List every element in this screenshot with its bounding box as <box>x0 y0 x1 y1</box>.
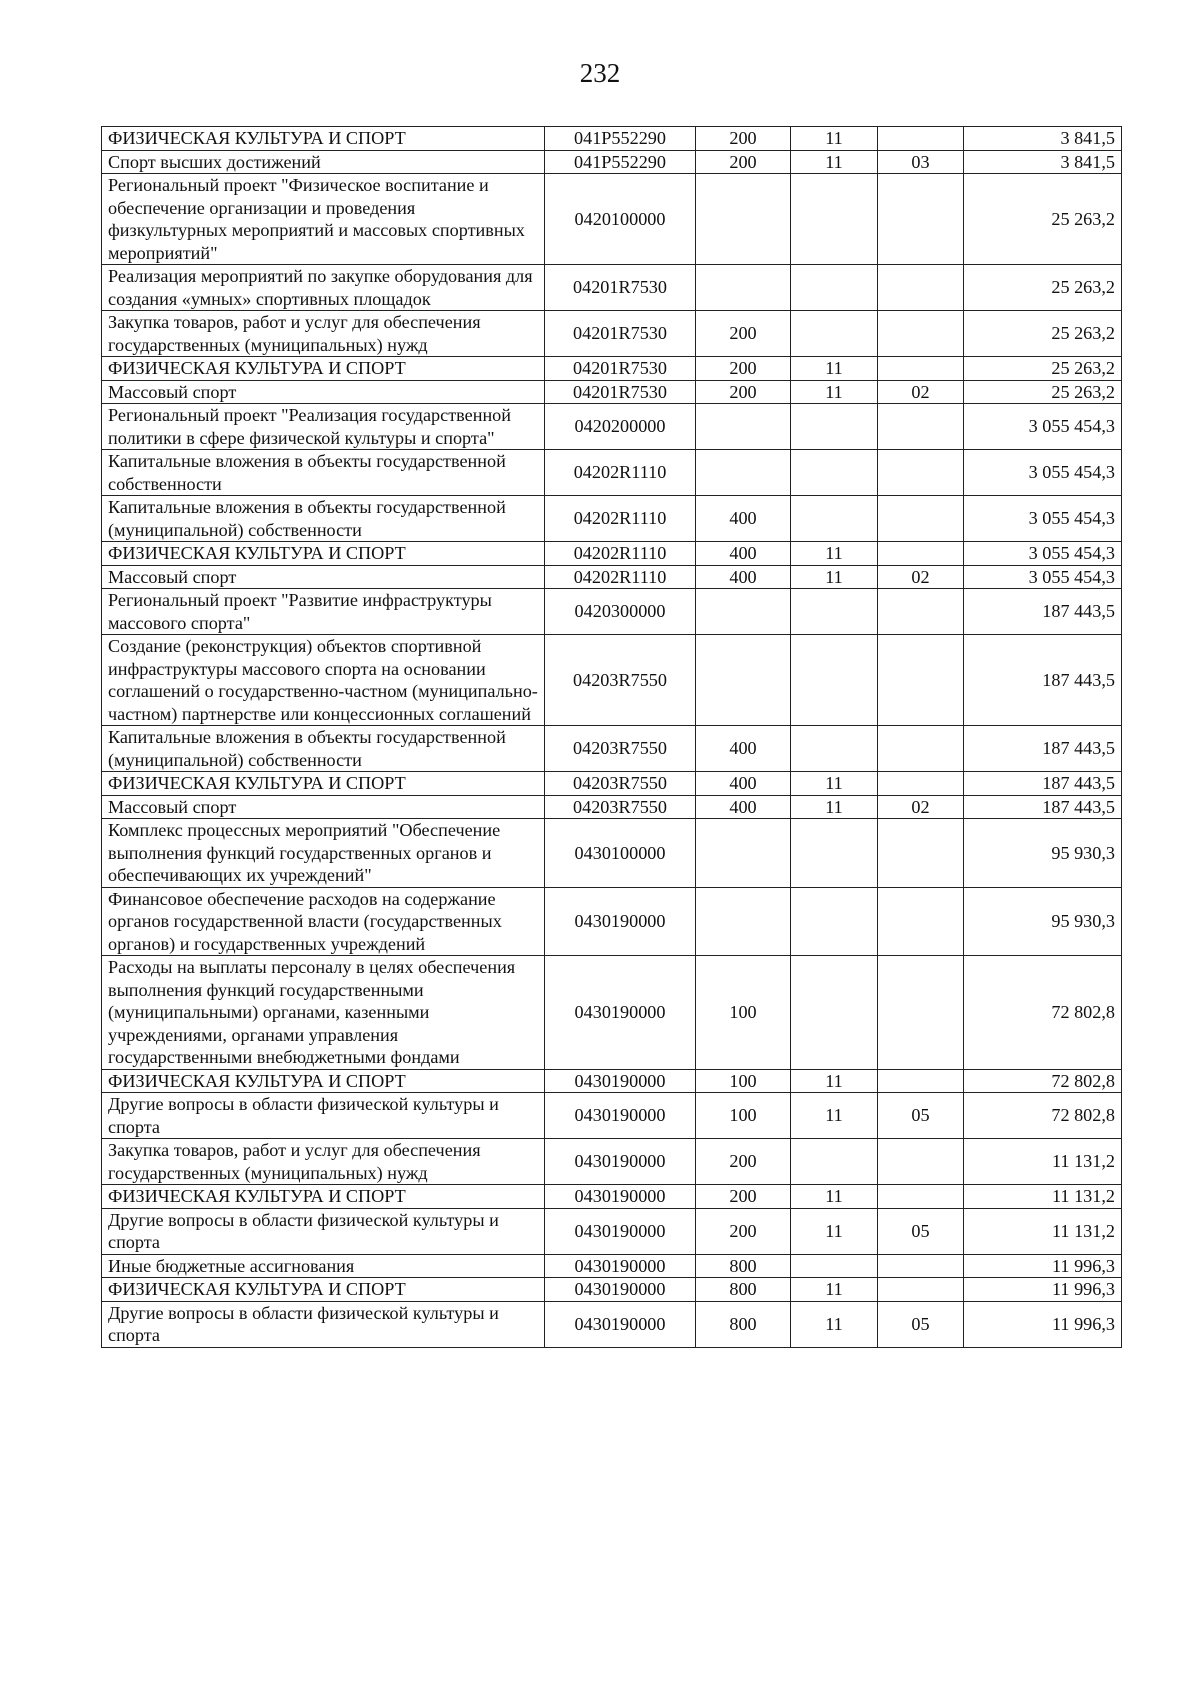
row-section: 11 <box>791 127 878 151</box>
row-type: 100 <box>696 1093 791 1139</box>
row-amount: 187 443,5 <box>964 772 1122 796</box>
row-amount: 11 131,2 <box>964 1139 1122 1185</box>
row-name: Закупка товаров, работ и услуг для обеспечения государственных (муниципальных) нужд <box>102 311 545 357</box>
row-code: 04202R1110 <box>545 496 696 542</box>
row-section <box>791 887 878 956</box>
row-name: Региональный проект "Физическое воспитание и обеспечение организации и проведения физкультурных мероприятий и массовых спортивных мероприятий" <box>102 174 545 265</box>
row-code: 04203R7550 <box>545 726 696 772</box>
row-code: 0430100000 <box>545 819 696 888</box>
row-name: Создание (реконструкция) объектов спортивной инфраструктуры массового спорта на основании соглашений о государственно-частном (муниципально-частном) партнерстве или концессионных соглашений <box>102 635 545 726</box>
row-subsection <box>878 635 964 726</box>
row-type: 200 <box>696 357 791 381</box>
row-section: 11 <box>791 1278 878 1302</box>
row-subsection <box>878 887 964 956</box>
row-subsection <box>878 174 964 265</box>
budget-table <box>101 126 1122 1348</box>
row-section <box>791 819 878 888</box>
row-type: 100 <box>696 956 791 1070</box>
row-type <box>696 589 791 635</box>
row-name: Массовый спорт <box>102 565 545 589</box>
row-code: 041P552290 <box>545 150 696 174</box>
row-amount: 3 055 454,3 <box>964 496 1122 542</box>
row-subsection <box>878 1139 964 1185</box>
row-type: 800 <box>696 1301 791 1347</box>
table-row <box>102 174 1122 265</box>
row-code: 04202R1110 <box>545 542 696 566</box>
row-name: Финансовое обеспечение расходов на содержание органов государственной власти (государственных органов) и государственных учреждений <box>102 887 545 956</box>
row-section: 11 <box>791 542 878 566</box>
row-type <box>696 635 791 726</box>
row-section: 11 <box>791 357 878 381</box>
row-type: 400 <box>696 542 791 566</box>
row-section <box>791 311 878 357</box>
row-section: 11 <box>791 1208 878 1254</box>
row-section <box>791 265 878 311</box>
row-subsection: 02 <box>878 795 964 819</box>
table-row <box>102 542 1122 566</box>
row-subsection <box>878 311 964 357</box>
row-amount: 187 443,5 <box>964 795 1122 819</box>
row-code: 04201R7530 <box>545 380 696 404</box>
table-row <box>102 956 1122 1070</box>
row-name: ФИЗИЧЕСКАЯ КУЛЬТУРА И СПОРТ <box>102 357 545 381</box>
row-code: 04201R7530 <box>545 265 696 311</box>
row-type <box>696 174 791 265</box>
row-section: 11 <box>791 1069 878 1093</box>
row-amount: 3 055 454,3 <box>964 565 1122 589</box>
row-type: 400 <box>696 565 791 589</box>
row-name: Массовый спорт <box>102 380 545 404</box>
table-row <box>102 819 1122 888</box>
row-name: Спорт высших достижений <box>102 150 545 174</box>
row-amount: 72 802,8 <box>964 1069 1122 1093</box>
row-amount: 3 055 454,3 <box>964 542 1122 566</box>
row-name: Региональный проект "Развитие инфраструктуры массового спорта" <box>102 589 545 635</box>
row-code: 0430190000 <box>545 1093 696 1139</box>
row-amount: 25 263,2 <box>964 380 1122 404</box>
row-subsection <box>878 265 964 311</box>
table-row <box>102 1069 1122 1093</box>
row-name: Расходы на выплаты персоналу в целях обеспечения выполнения функций государственными (муниципальными) органами, казенными учреждениями, органами управления государственными внебюджетными фондами <box>102 956 545 1070</box>
row-amount: 11 131,2 <box>964 1208 1122 1254</box>
table-row <box>102 772 1122 796</box>
row-name: Капитальные вложения в объекты государственной собственности <box>102 450 545 496</box>
row-name: ФИЗИЧЕСКАЯ КУЛЬТУРА И СПОРТ <box>102 127 545 151</box>
row-section <box>791 589 878 635</box>
row-subsection <box>878 819 964 888</box>
table-row <box>102 150 1122 174</box>
row-type <box>696 404 791 450</box>
row-code: 04201R7530 <box>545 311 696 357</box>
row-name: Иные бюджетные ассигнования <box>102 1254 545 1278</box>
row-type: 800 <box>696 1254 791 1278</box>
row-type <box>696 265 791 311</box>
row-amount: 3 841,5 <box>964 150 1122 174</box>
row-code: 04202R1110 <box>545 565 696 589</box>
row-amount: 187 443,5 <box>964 635 1122 726</box>
table-row <box>102 1208 1122 1254</box>
row-section <box>791 726 878 772</box>
row-amount: 95 930,3 <box>964 819 1122 888</box>
row-code: 04201R7530 <box>545 357 696 381</box>
page-number: 232 <box>579 58 621 88</box>
row-code: 0430190000 <box>545 1208 696 1254</box>
row-type: 200 <box>696 1208 791 1254</box>
row-code: 04202R1110 <box>545 450 696 496</box>
row-amount: 3 055 454,3 <box>964 450 1122 496</box>
row-amount: 25 263,2 <box>964 357 1122 381</box>
row-type: 400 <box>696 496 791 542</box>
table-row <box>102 404 1122 450</box>
row-subsection: 02 <box>878 380 964 404</box>
table-row <box>102 496 1122 542</box>
table-row <box>102 380 1122 404</box>
row-section <box>791 174 878 265</box>
row-subsection <box>878 542 964 566</box>
row-amount: 11 131,2 <box>964 1185 1122 1209</box>
row-code: 041P552290 <box>545 127 696 151</box>
row-subsection <box>878 404 964 450</box>
table-row <box>102 1093 1122 1139</box>
row-section: 11 <box>791 380 878 404</box>
row-section: 11 <box>791 150 878 174</box>
row-type: 400 <box>696 726 791 772</box>
row-name: Другие вопросы в области физической культуры и спорта <box>102 1301 545 1347</box>
row-subsection <box>878 772 964 796</box>
row-subsection: 05 <box>878 1093 964 1139</box>
table-row <box>102 265 1122 311</box>
row-subsection <box>878 357 964 381</box>
table-row <box>102 1185 1122 1209</box>
row-subsection: 02 <box>878 565 964 589</box>
row-subsection: 05 <box>878 1301 964 1347</box>
row-name: ФИЗИЧЕСКАЯ КУЛЬТУРА И СПОРТ <box>102 772 545 796</box>
row-code: 0430190000 <box>545 1185 696 1209</box>
row-name: Закупка товаров, работ и услуг для обеспечения государственных (муниципальных) нужд <box>102 1139 545 1185</box>
row-section: 11 <box>791 795 878 819</box>
row-type: 800 <box>696 1278 791 1302</box>
row-section: 11 <box>791 1301 878 1347</box>
row-amount: 25 263,2 <box>964 265 1122 311</box>
row-name: Массовый спорт <box>102 795 545 819</box>
row-section <box>791 956 878 1070</box>
row-type: 200 <box>696 311 791 357</box>
row-code: 0420300000 <box>545 589 696 635</box>
row-amount: 11 996,3 <box>964 1301 1122 1347</box>
table-row <box>102 311 1122 357</box>
row-code: 04203R7550 <box>545 635 696 726</box>
row-name: ФИЗИЧЕСКАЯ КУЛЬТУРА И СПОРТ <box>102 1278 545 1302</box>
row-subsection <box>878 1254 964 1278</box>
row-subsection <box>878 589 964 635</box>
row-subsection <box>878 956 964 1070</box>
row-section: 11 <box>791 565 878 589</box>
row-amount: 11 996,3 <box>964 1254 1122 1278</box>
table-row <box>102 1254 1122 1278</box>
table-row <box>102 887 1122 956</box>
row-name: ФИЗИЧЕСКАЯ КУЛЬТУРА И СПОРТ <box>102 1069 545 1093</box>
row-type: 200 <box>696 150 791 174</box>
row-code: 0430190000 <box>545 956 696 1070</box>
row-name: Региональный проект "Реализация государственной политики в сфере физической культуры и спорта" <box>102 404 545 450</box>
table-row <box>102 127 1122 151</box>
table-row <box>102 357 1122 381</box>
row-type <box>696 450 791 496</box>
row-type <box>696 887 791 956</box>
row-type: 400 <box>696 772 791 796</box>
row-name: ФИЗИЧЕСКАЯ КУЛЬТУРА И СПОРТ <box>102 1185 545 1209</box>
row-subsection: 03 <box>878 150 964 174</box>
row-code: 0430190000 <box>545 887 696 956</box>
row-amount: 3 055 454,3 <box>964 404 1122 450</box>
table-row <box>102 589 1122 635</box>
row-amount: 187 443,5 <box>964 589 1122 635</box>
row-name: Капитальные вложения в объекты государственной (муниципальной) собственности <box>102 726 545 772</box>
table-row <box>102 795 1122 819</box>
table-row <box>102 1139 1122 1185</box>
row-name: Капитальные вложения в объекты государственной (муниципальной) собственности <box>102 496 545 542</box>
row-subsection <box>878 127 964 151</box>
table-row <box>102 1278 1122 1302</box>
row-code: 0430190000 <box>545 1069 696 1093</box>
row-name: Комплекс процессных мероприятий "Обеспечение выполнения функций государственных органов и обеспечивающих их учреждений" <box>102 819 545 888</box>
row-subsection <box>878 726 964 772</box>
row-subsection: 05 <box>878 1208 964 1254</box>
row-amount: 25 263,2 <box>964 311 1122 357</box>
row-amount: 72 802,8 <box>964 1093 1122 1139</box>
row-amount: 3 841,5 <box>964 127 1122 151</box>
row-code: 04203R7550 <box>545 772 696 796</box>
row-subsection <box>878 450 964 496</box>
row-type: 200 <box>696 127 791 151</box>
row-type: 100 <box>696 1069 791 1093</box>
row-section <box>791 1254 878 1278</box>
row-amount: 187 443,5 <box>964 726 1122 772</box>
row-name: Другие вопросы в области физической культуры и спорта <box>102 1208 545 1254</box>
row-section: 11 <box>791 1185 878 1209</box>
row-section: 11 <box>791 772 878 796</box>
row-subsection <box>878 1278 964 1302</box>
row-name: Реализация мероприятий по закупке оборудования для создания «умных» спортивных площадок <box>102 265 545 311</box>
row-name: Другие вопросы в области физической культуры и спорта <box>102 1093 545 1139</box>
row-subsection <box>878 1069 964 1093</box>
table-row <box>102 726 1122 772</box>
table-row <box>102 450 1122 496</box>
row-code: 0430190000 <box>545 1278 696 1302</box>
row-name: ФИЗИЧЕСКАЯ КУЛЬТУРА И СПОРТ <box>102 542 545 566</box>
row-type: 200 <box>696 1139 791 1185</box>
row-code: 0420100000 <box>545 174 696 265</box>
table-row <box>102 1301 1122 1347</box>
row-section <box>791 450 878 496</box>
row-type <box>696 819 791 888</box>
row-subsection <box>878 496 964 542</box>
row-code: 0430190000 <box>545 1301 696 1347</box>
row-code: 0430190000 <box>545 1139 696 1185</box>
table-row <box>102 635 1122 726</box>
row-section: 11 <box>791 1093 878 1139</box>
row-type: 200 <box>696 380 791 404</box>
row-section <box>791 496 878 542</box>
row-amount: 11 996,3 <box>964 1278 1122 1302</box>
row-section <box>791 635 878 726</box>
row-amount: 95 930,3 <box>964 887 1122 956</box>
row-section <box>791 1139 878 1185</box>
row-code: 0430190000 <box>545 1254 696 1278</box>
row-section <box>791 404 878 450</box>
row-amount: 25 263,2 <box>964 174 1122 265</box>
row-subsection <box>878 1185 964 1209</box>
row-amount: 72 802,8 <box>964 956 1122 1070</box>
row-code: 0420200000 <box>545 404 696 450</box>
row-code: 04203R7550 <box>545 795 696 819</box>
table-row <box>102 565 1122 589</box>
row-type: 400 <box>696 795 791 819</box>
row-type: 200 <box>696 1185 791 1209</box>
